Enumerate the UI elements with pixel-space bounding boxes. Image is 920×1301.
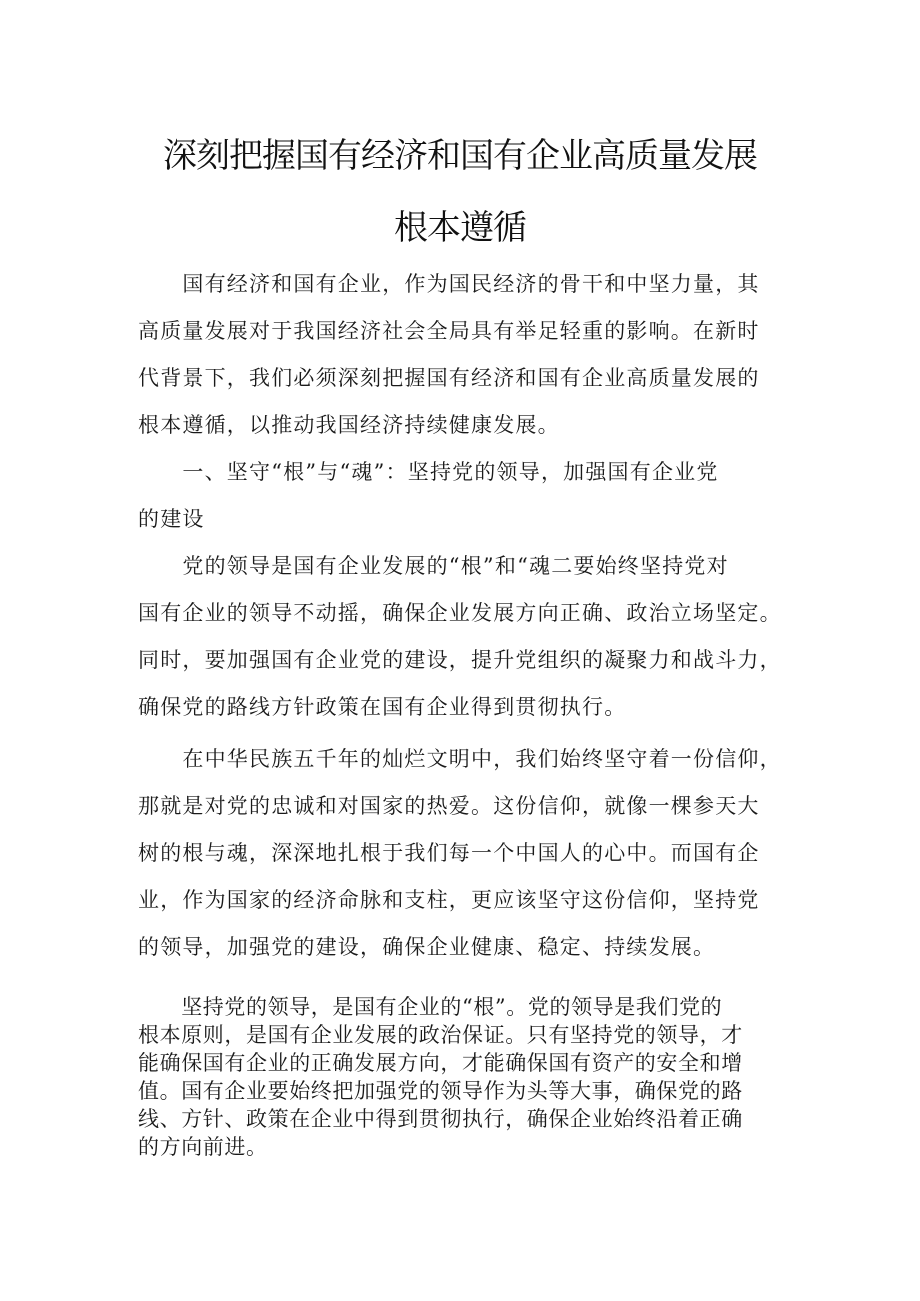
- document-title-line-2: 根本遵循: [394, 208, 526, 248]
- paragraph-root: [138, 993, 798, 1161]
- paragraph-line: 党的领导是国有企业发展的“根”和“魂二要始终坚持党对: [138, 554, 729, 578]
- paragraph-belief: [138, 736, 798, 971]
- paragraph-line: 根本遵循，以推动我国经济持续健康发展。: [138, 413, 560, 437]
- paragraph-line: 值。国有企业要始终把加强党的领导作为头等大事，确保党的路: [138, 1079, 743, 1103]
- paragraph-line: 的领导，加强党的建设，确保企业健康、稳定、持续发展。: [138, 935, 716, 959]
- paragraph-line: 在中华民族五千年的灿烂文明中，我们始终坚守着一份信仰，: [138, 747, 782, 771]
- paragraph-line: 代背景下，我们必须深刻把握国有经济和国有企业高质量发展的: [138, 366, 760, 390]
- paragraph-line: 树的根与魂，深深地扎根于我们每一个中国人的心中。而国有企: [138, 841, 760, 865]
- paragraph-line: 国有经济和国有企业，作为国民经济的骨干和中坚力量，其: [138, 272, 760, 296]
- paragraph-line: 业，作为国家的经济命脉和支柱，更应该坚守这份信仰，坚持党: [138, 888, 760, 912]
- heading-line: 的建设: [138, 507, 205, 531]
- paragraph-line: 能确保国有企业的正确发展方向，才能确保国有资产的安全和增: [138, 1051, 743, 1075]
- paragraph-line: 根本原则，是国有企业发展的政治保证。只有坚持党的领导，才: [138, 1023, 743, 1047]
- paragraph-line: 高质量发展对于我国经济社会全局具有举足轻重的影响。在新时: [138, 319, 760, 343]
- paragraph-intro: [138, 261, 798, 449]
- paragraph-party-leadership: [138, 543, 798, 731]
- paragraph-line: 线、方针、政策在企业中得到贯彻执行，确保企业始终沿着正确: [138, 1107, 743, 1131]
- paragraph-line: 那就是对党的忠诚和对国家的热爱。这份信仰，就像一棵参天大: [138, 794, 760, 818]
- paragraph-line: 国有企业的领导不动摇，确保企业发展方向正确、政治立场坚定。: [138, 601, 782, 625]
- paragraph-line: 确保党的路线方针政策在国有企业得到贯彻执行。: [138, 695, 627, 719]
- paragraph-line: 坚持党的领导，是国有企业的“根”。党的领导是我们党的: [138, 995, 723, 1019]
- section-heading-1: [138, 449, 798, 543]
- document-title-line-1: 深刻把握国有经济和国有企业高质量发展: [163, 136, 757, 176]
- heading-line: 一、坚守“根”与“魂”：坚持党的领导，加强国有企业党: [138, 460, 719, 484]
- paragraph-line: 同时，要加强国有企业党的建设，提升党组织的凝聚力和战斗力，: [138, 648, 782, 672]
- paragraph-line: 的方向前进。: [138, 1135, 268, 1159]
